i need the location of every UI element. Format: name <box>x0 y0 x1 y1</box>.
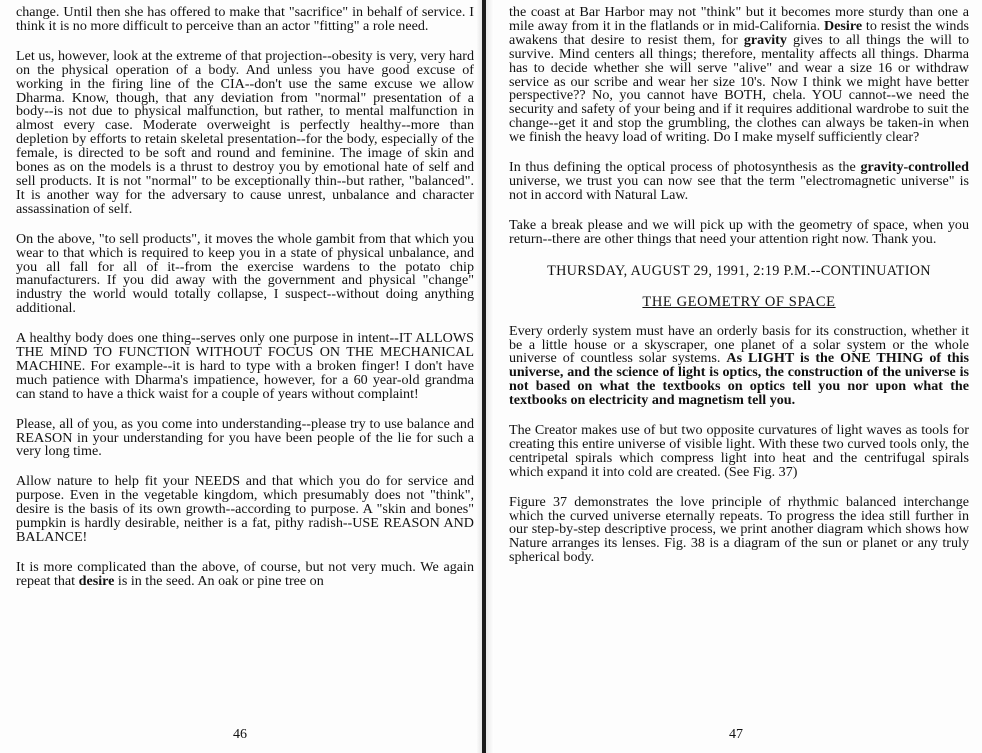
text-run: In thus defining the optical process of photosynthesis as the <box>509 159 861 176</box>
paragraph <box>16 558 474 589</box>
text-run: universe, we trust you can now see that the term "electromagnetic universe" is not in accord with Natural Law. <box>509 172 969 203</box>
text-run: the coast at Bar Harbor may not "think" but it becomes more sturdy than one a mile away from it in the flatlands or in mid-California. <box>509 4 969 34</box>
text-run: is in the seed. An oak or pine tree on <box>114 572 324 589</box>
session-heading: THURSDAY, AUGUST 29, 1991, 2:19 P.M.--CONTINUATION <box>547 262 931 279</box>
paragraph: Let us, however, look at the extreme of that projection--obesity is very, very hard on the physical operation of a body. And unless you have good excuse of working in the firing line of the CIA--don't use the same excuse we allow Dharma. Know, though, that any deviation from "normal" presentation of a body--is not due to physical malfunction, but rather, to mental malfunction in almost every case. Moderate overweight is perfectly healthy--more than depletion by efforts to retain skeletal presentation--for the body, especially of the female, is directed to be soft and round and feminine. The image of skin and bones as on the models is a thrust to destroy you by emotional hate of self and sell products. It is not "normal" to be exceptionally thin--but rather, "balanced". It is another way for the adversary to cause unrest, unbalance and character assassination of self. <box>16 47 474 217</box>
paragraph: Figure 37 demonstrates the love principle of rhythmic balanced interchange which the curved universe eternally repeats. To progress the idea still further in our step-by-step descriptive process, we print another diagram which shows how Nature arranges its lenses. Fig. 38 is a diagram of the sun or planet or any truly spherical body. <box>509 493 969 566</box>
paragraph: On the above, "to sell products", it moves the whole gambit from that which you wear to that which is required to keep you in a state of physical unbalance, and you all fall for all of it--from the exercise wardens to the potato chip manufacturers. If you did away with the government and physical "change" industry the world would totally collapse, I suspect--without doing anything additional. <box>16 230 474 317</box>
page-number: 47 <box>729 727 743 742</box>
right-page <box>509 6 969 753</box>
paragraph <box>509 322 969 409</box>
bold-term: gravity-controlled <box>860 159 969 176</box>
section-title: THE GEOMETRY OF SPACE <box>642 293 836 310</box>
text-run: gives to all things the will to survive. Mind centers all things; therefore, mentality affects all things. Dharma has to decide whether she will serve "alive" and wear a size 16 or withdraw service as our scribe and wear her size 10's. Now I think we might have better perspective?? No, you cannot have BOTH, chela. YOU cannot--we need the security and safety of your being and if it requires additional wardrobe to suit the change--get it and stop the grumbling, the clothes can always be taken-in when we finish the heavy load of writing. Do I make myself sufficiently clear? <box>509 31 970 146</box>
bold-passage: As LIGHT is the ONE THING of this universe, and the science of light is optics, the construction of the universe is not based on what the textbooks on optics tell you nor upon what the textbooks on electricity and magnetism tell you. <box>509 350 969 409</box>
paragraph: Allow nature to help fit your NEEDS and that which you do for service and purpose. Even in the vegetable kingdom, which presumably does not "think", desire is the basis of its own growth--according to purpose. A "skin and bones" pumpkin is hardly desirable, neither is a fat, pithy radish--USE REASON AND BALANCE! <box>16 473 474 545</box>
paragraph: Please, all of you, as you come into understanding--please try to use balance and REASON in your understanding for you have been people of the lie for such a very long time. <box>16 415 474 460</box>
paragraph <box>509 6 969 145</box>
page-number: 46 <box>233 727 247 742</box>
bold-term: gravity <box>743 31 787 48</box>
bold-term: desire <box>78 572 115 589</box>
left-page <box>16 6 474 753</box>
bold-term: Desire <box>823 17 863 34</box>
text-run: It is more complicated than the above, of course, but not very much. We again repeat that <box>16 558 474 589</box>
paragraph: Take a break please and we will pick up with the geometry of space, when you return--there are other things that need your attention right now. Thank you. <box>509 216 969 247</box>
gutter-shadow <box>486 0 494 753</box>
text-run: Every orderly system must have an orderly basis for its construction, whether it be a little house or a skyscraper, one planet of a solar system or the whole universe of countless solar systems. <box>509 322 969 367</box>
paragraph: The Creator makes use of but two opposite curvatures of light waves as tools for creating this entire universe of visible light. With these two curved tools only, the centripetal spirals which compress light into heat and the centrifugal spirals which expand it into cold are created. (See Fig. 37) <box>509 422 969 480</box>
paragraph: change. Until then she has offered to make that "sacrifice" in behalf of service. I think it is no more difficult to perceive than an actor "fitting" a role need. <box>16 4 474 34</box>
text-run: to resist the winds awakens that desire to resist them, for <box>509 17 969 48</box>
paragraph <box>509 161 969 203</box>
paragraph: A healthy body does one thing--serves only one purpose in intent--IT ALLOWS THE MIND TO FUNCTION WITHOUT FOCUS ON THE MECHANICAL MACHINE. For example--it is hard to type with a broken finger! I don't have much patience with Dharma's impatience, however, for a 60 year-old grandma can stand to have a thick waist for a couple of years without complaint! <box>16 330 474 402</box>
